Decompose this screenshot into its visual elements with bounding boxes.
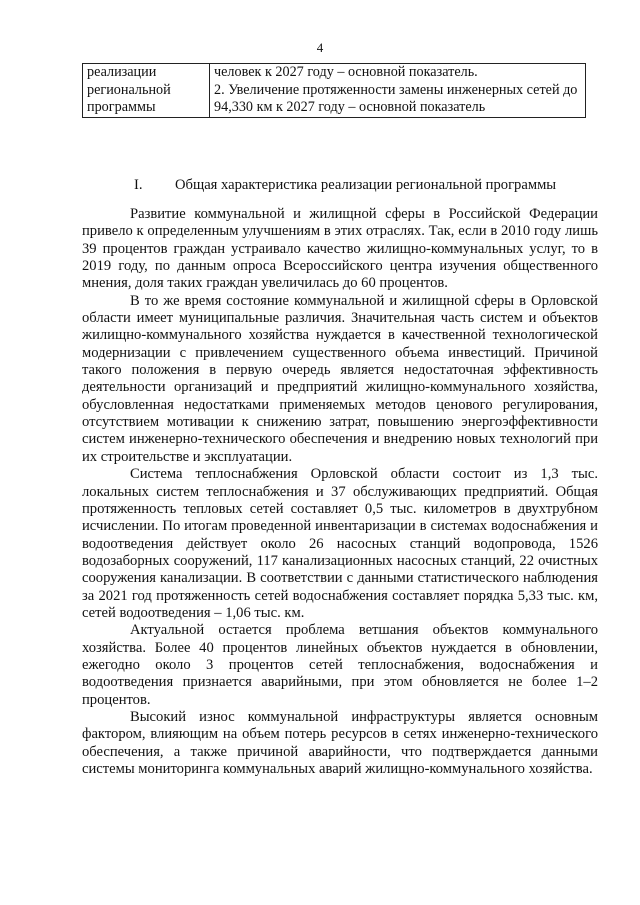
table-cell-indicators xyxy=(210,64,586,118)
paragraph: В то же время состояние коммунальной и жилищной сферы в Орловской области имеет муниципальные различия. Значительная часть систем и объектов жилищно-коммунального хозяйства нуждается в качественной технологической модернизации с привлечением существенного объема инвестиций. Причиной такого положения в первую очередь является недостаточная эффективность деятельности организаций и предприятий жилищно-коммунального хозяйства, обусловленная недостатками применяемых методов ценового регулирования, отсутствием мотивации к снижению затрат, повышению энергоэффективности систем инженерно-технического обеспечения и внедрению новых технологий при их строительстве и эксплуатации. xyxy=(82,292,598,465)
page-number: 4 xyxy=(316,40,324,55)
section-title: Общая характеристика реализации региональной программы xyxy=(175,177,557,193)
paragraph: Высокий износ коммунальной инфраструктуры является основным фактором, влияющим на объем потерь ресурсов в сетях инженерно-технического обеспечения, а также причиной аварийности, что подтверждается данными системы мониторинга коммунальных аварий жилищно-коммунального хозяйства. xyxy=(82,708,598,777)
paragraph: Актуальной остается проблема ветшания объектов коммунального хозяйства. Более 40 процентов линейных объектов нуждается в обновлении, ежегодно около 3 процентов сетей теплоснабжения, водоснабжения и водоотведения признается аварийными, при этом обновляется не более 1–2 процентов. xyxy=(82,622,598,708)
program-indicators-table xyxy=(82,63,586,118)
table-cell-label: реализации региональной программы xyxy=(83,64,210,118)
indicator-line: 2. Увеличение протяженности замены инженерных сетей до 94,330 км к 2027 году – основной показатель xyxy=(214,81,578,115)
body-text xyxy=(82,206,598,778)
table-row xyxy=(83,64,586,118)
indicator-line: человек к 2027 году – основной показатель. xyxy=(214,64,478,80)
paragraph: Система теплоснабжения Орловской области состоит из 1,3 тыс. локальных систем теплоснабжения и 37 обслуживающих предприятий. Общая протяженность тепловых сетей составляет 0,5 тыс. километров в двухтрубном исчислении. По итогам проведенной инвентаризации в системах водоснабжения и водоотведения действует около 26 насосных станций водопровода, 1526 водозаборных сооружений, 117 канализационных насосных станций, 22 очистных сооружения канализации. В соответствии с данными статистического наблюдения за 2021 год протяженность сетей водоснабжения составляет порядка 5,33 тыс. км, сетей водоотведения – 1,06 тыс. км. xyxy=(82,466,598,621)
paragraph: Развитие коммунальной и жилищной сферы в Российской Федерации привело к определенным улучшениям в этих отраслях. Так, если в 2010 году лишь 39 процентов граждан устраивало качество жилищно-коммунальных услуг, то в 2019 году, по данным опроса Всероссийского центра изучения общественного мнения, доля таких граждан увеличилась до 60 процентов. xyxy=(82,206,598,292)
section-number: I. xyxy=(134,177,143,193)
